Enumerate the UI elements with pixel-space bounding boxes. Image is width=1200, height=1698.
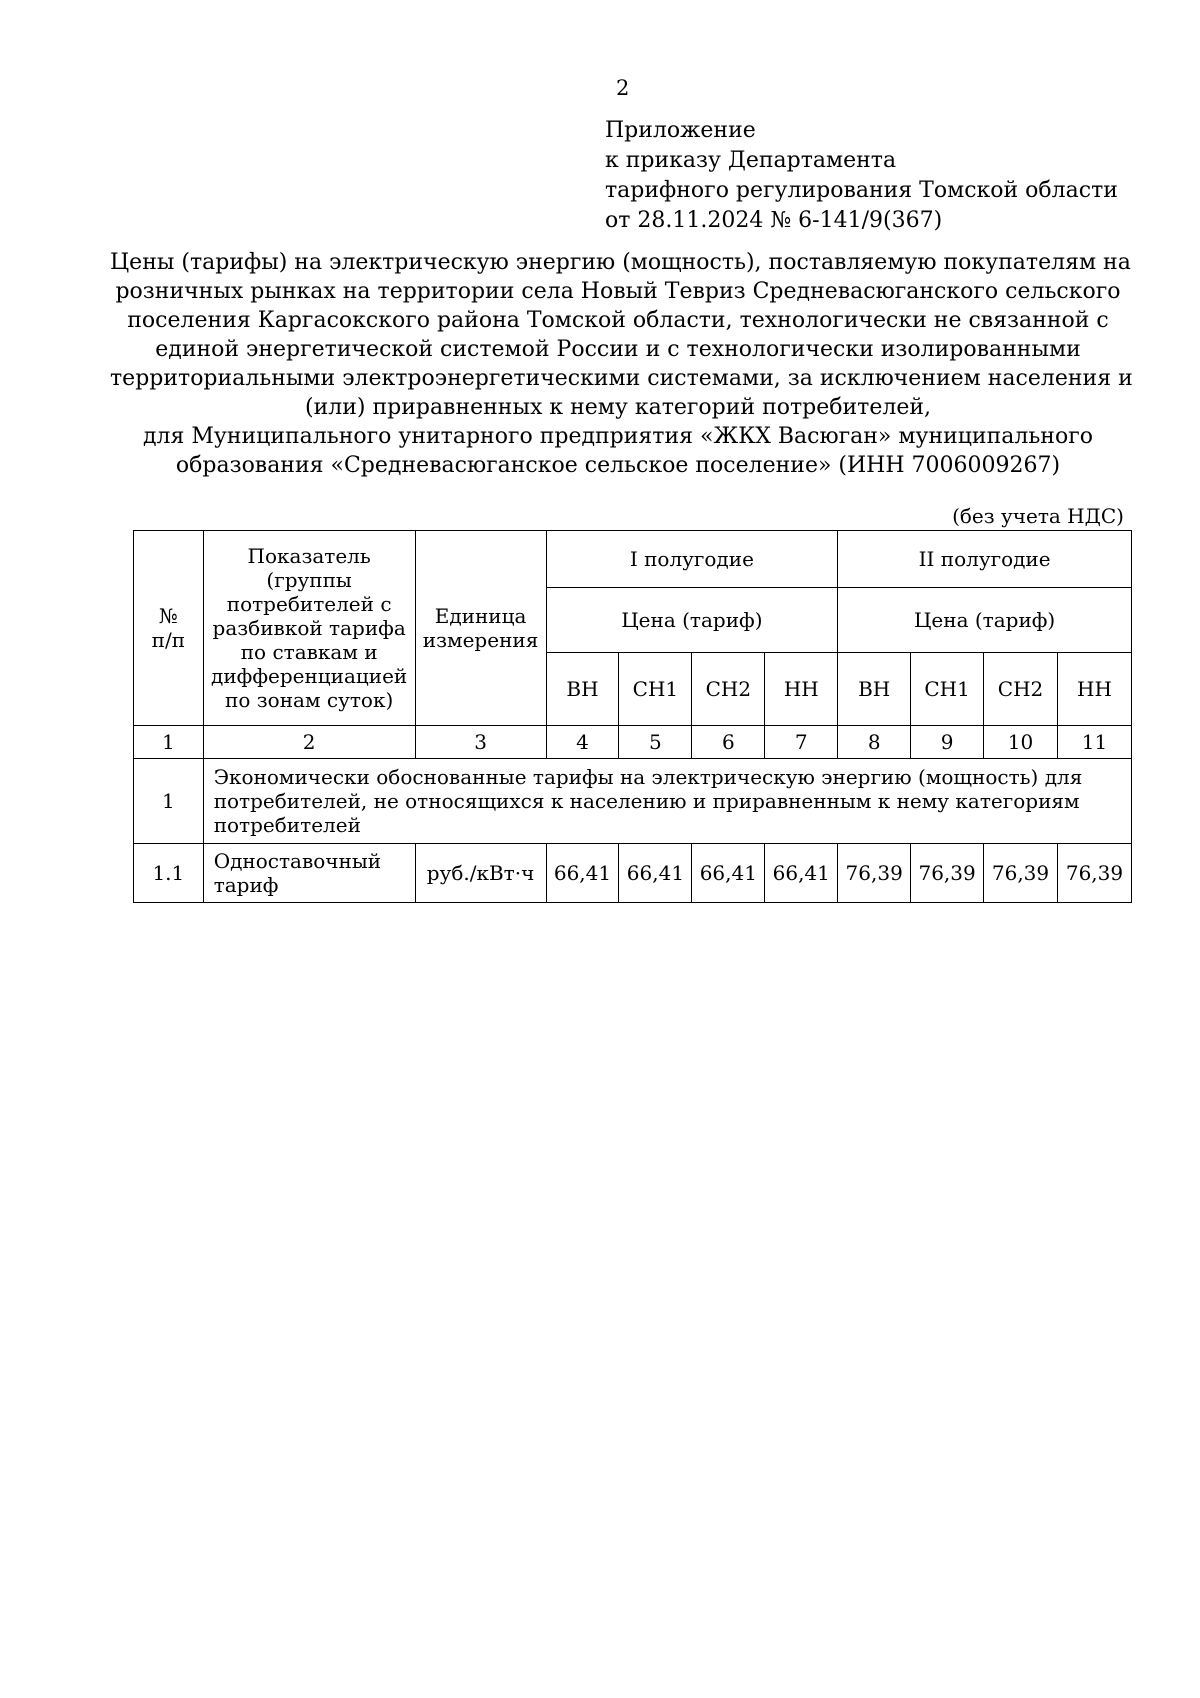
- header-text: (группы: [266, 568, 352, 592]
- header-unit-cell: [415, 531, 546, 726]
- header-text: Показатель: [247, 544, 371, 568]
- header-price-2: Цена (тариф): [838, 588, 1132, 653]
- appendix-block: [605, 116, 1118, 236]
- header-half-2: II полугодие: [838, 531, 1132, 588]
- column-number: 2: [203, 726, 415, 759]
- header-zone: ВН: [838, 653, 911, 726]
- section-line: потребителей: [213, 813, 361, 837]
- column-number: 4: [546, 726, 619, 759]
- row-value: 76,39: [838, 844, 911, 903]
- title-line: розничных рынках на территории села Новый Тевриз Средневасюганского сельского: [115, 279, 1121, 304]
- row-unit: руб./кВт·ч: [415, 844, 546, 903]
- header-zone: НН: [765, 653, 838, 726]
- column-number: 9: [911, 726, 984, 759]
- section-line: Экономически обоснованные тарифы на электрическую энергию (мощность) для: [213, 765, 1083, 789]
- row-value: 76,39: [984, 844, 1058, 903]
- header-text: по зонам суток): [225, 688, 394, 712]
- section-number: 1: [134, 759, 204, 844]
- column-number: 1: [134, 726, 204, 759]
- header-zone: СН1: [619, 653, 692, 726]
- row-name-line: тариф: [213, 873, 279, 897]
- row-name: [203, 844, 415, 903]
- header-text: дифференциацией: [211, 664, 408, 688]
- title-line: (или) приравненных к нему категорий потребителей,: [304, 395, 931, 420]
- row-value: 66,41: [765, 844, 838, 903]
- header-text: измерения: [422, 628, 539, 652]
- row-number: 1.1: [134, 844, 204, 903]
- section-line: потребителей, не относящихся к населению и приравненным к нему категориям: [213, 789, 1080, 813]
- header-text: по ставкам и: [240, 640, 378, 664]
- column-number: 6: [692, 726, 765, 759]
- header-half-1: I полугодие: [546, 531, 838, 588]
- column-number: 7: [765, 726, 838, 759]
- header-text: №: [158, 604, 178, 628]
- section-row: [134, 759, 1132, 844]
- vat-note: (без учета НДС): [952, 504, 1124, 528]
- header-text: потребителей с: [226, 592, 392, 616]
- header-text: разбивкой тарифа: [212, 616, 406, 640]
- row-value: 66,41: [692, 844, 765, 903]
- row-value: 66,41: [619, 844, 692, 903]
- column-number: 3: [415, 726, 546, 759]
- header-text: Единица: [434, 604, 527, 628]
- appendix-line: Приложение: [605, 118, 756, 143]
- appendix-line: от 28.11.2024 № 6-141/9(367): [605, 208, 943, 233]
- column-number: 11: [1057, 726, 1131, 759]
- section-title: [203, 759, 1131, 844]
- header-zone: СН1: [911, 653, 984, 726]
- header-text: п/п: [151, 628, 186, 652]
- header-zone: СН2: [984, 653, 1058, 726]
- row-value: 66,41: [546, 844, 619, 903]
- header-zone: ВН: [546, 653, 619, 726]
- row-value: 76,39: [911, 844, 984, 903]
- header-zone: НН: [1057, 653, 1131, 726]
- header-zone: СН2: [692, 653, 765, 726]
- header-indicator-cell: [203, 531, 415, 726]
- appendix-line: тарифного регулирования Томской области: [605, 178, 1118, 203]
- document-title: [110, 248, 1133, 480]
- row-value: 76,39: [1057, 844, 1131, 903]
- row-name-line: Одноставочный: [213, 849, 382, 873]
- table-row: [134, 844, 1132, 903]
- appendix-line: к приказу Департамента: [605, 148, 897, 173]
- page-number: 2: [616, 76, 630, 100]
- title-line: территориальными электроэнергетическими системами, за исключением населения и: [110, 366, 1133, 391]
- column-number: 5: [619, 726, 692, 759]
- tariff-table: [133, 530, 1132, 903]
- title-line: для Муниципального унитарного предприятия «ЖКХ Васюган» муниципального: [142, 424, 1093, 449]
- title-line: единой энергетической системой России и с технологически изолированными: [155, 337, 1081, 362]
- title-line: поселения Каргасокского района Томской области, технологически не связанной с: [127, 308, 1109, 333]
- title-line: Цены (тарифы) на электрическую энергию (мощность), поставляемую покупателям на: [110, 250, 1131, 275]
- header-number-cell: [134, 531, 204, 726]
- column-number: 8: [838, 726, 911, 759]
- title-line: образования «Средневасюганское сельское поселение» (ИНН 7006009267): [175, 453, 1061, 478]
- header-price-1: Цена (тариф): [546, 588, 838, 653]
- column-number: 10: [984, 726, 1058, 759]
